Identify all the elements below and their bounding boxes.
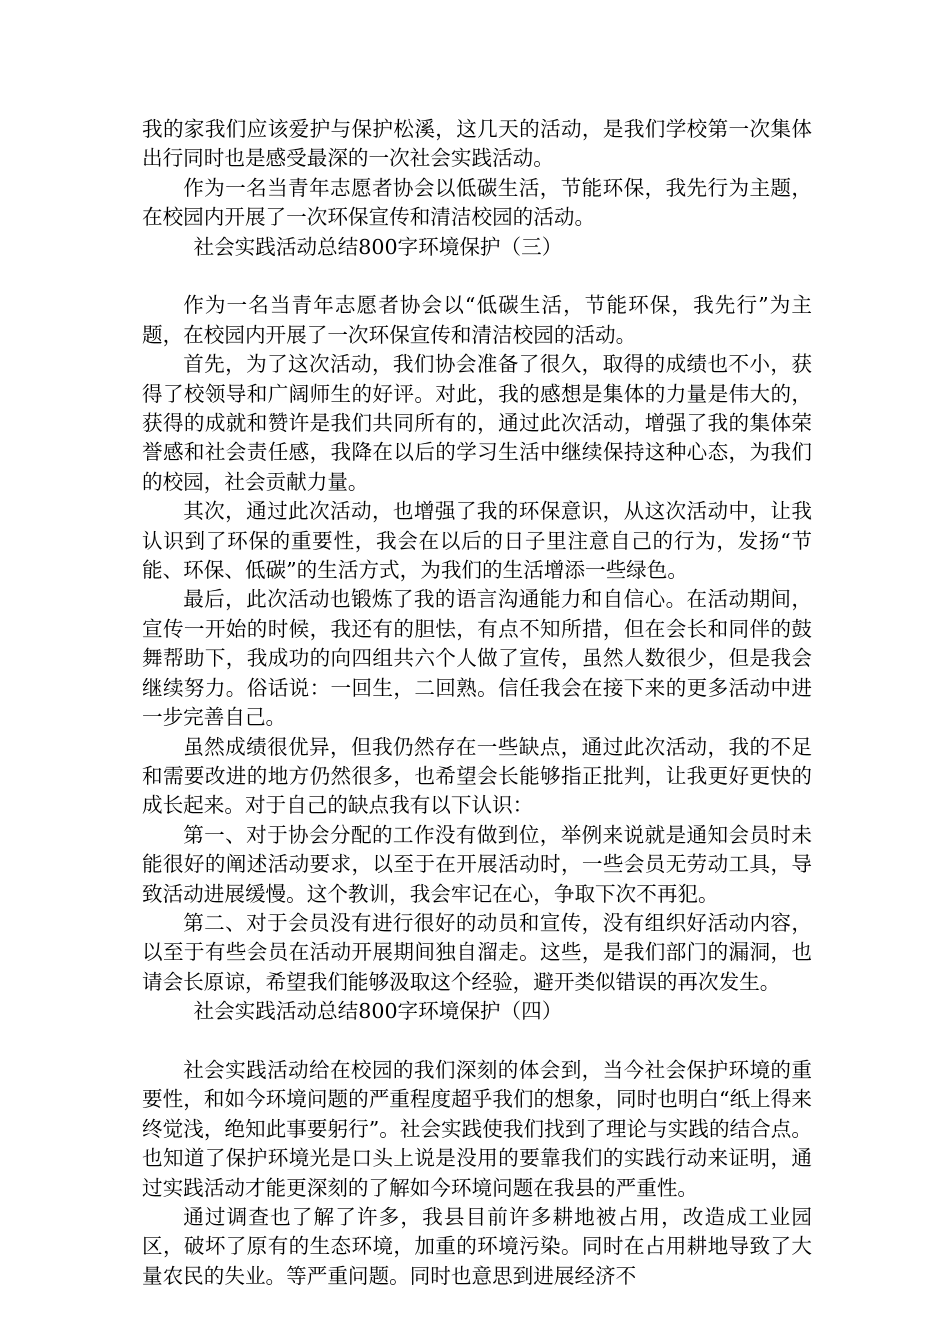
blank-line — [142, 1027, 812, 1056]
paragraph-shortcomings: 虽然成绩很优异，但我仍然存在一些缺点，通过此次活动，我的不足和需要改进的地方仍然很多，也希望会长能够指正批判，让我更好更快的成长起来。对于自己的缺点我有以下认识： — [142, 734, 812, 818]
paragraph-finally: 最后，此次活动也锻炼了我的语言沟通能力和自信心。在活动期间，宣传一开始的时候，我还有的胆怯，有点不知所措，但在会长和同伴的鼓舞帮助下，我成功的向四组共六个人做了宣传，虽然人数很少，但是我会继续努力。俗话说：一回生，二回熟。信任我会在接下来的更多活动中进一步完善自己。 — [142, 587, 812, 730]
document-body — [142, 115, 812, 1291]
paragraph-second: 其次，通过此次活动，也增强了我的环保意识，从这次活动中，让我认识到了环保的重要性，我会在以后的日子里注意自己的行为，发扬“节能、环保、低碳”的生活方式，为我们的生活增添一些绿色。 — [142, 499, 812, 583]
section-heading-four: 社会实践活动总结800字环境保护（四） — [193, 999, 563, 1024]
blank-line — [142, 262, 812, 291]
paragraph-practice-reflection: 社会实践活动给在校园的我们深刻的体会到，当今社会保护环境的重要性，和如今环境问题的严重程度超乎我们的想象，同时也明白“纸上得来终觉浅，绝知此事要躬行”。社会实践使我们找到了理论与实践的结合点。也知道了保护环境光是口头上说是没用的要靠我们的实践行动来证明，通过实践活动才能更深刻的了解如今环境问题在我县的严重性。 — [142, 1057, 812, 1200]
paragraph-intro: 我的家我们应该爱护与保护松溪，这几天的活动，是我们学校第一次集体出行同时也是感受最深的一次社会实践活动。 — [142, 117, 812, 171]
paragraph-shortcoming-one: 第一、对于协会分配的工作没有做到位，举例来说就是通知会员时未能很好的阐述活动要求，以至于在开展活动时，一些会员无劳动工具，导致活动进展缓慢。这个教训，我会牢记在心，争取下次不再犯。 — [142, 822, 812, 906]
paragraph-shortcoming-two: 第二、对于会员没有进行很好的动员和宣传，没有组织好活动内容，以至于有些会员在活动开展期间独自溜走。这些，是我们部门的漏洞，也请会长原谅，希望我们能够汲取这个经验，避开类似错误的再次发生。 — [142, 910, 812, 994]
paragraph-volunteer-theme-quoted: 作为一名当青年志愿者协会以“低碳生活，节能环保，我先行”为主题，在校园内开展了一次环保宣传和清洁校园的活动。 — [142, 293, 812, 347]
paragraph-first: 首先，为了这次活动，我们协会准备了很久，取得的成绩也不小，获得了校领导和广阔师生的好评。对此，我的感想是集体的力量是伟大的，获得的成就和赞许是我们共同所有的，通过此次活动，增强了我的集体荣誉感和社会责任感，我降在以后的学习生活中继续保持这种心态，为我们的校园，社会贡献力量。 — [142, 352, 812, 494]
section-heading-three: 社会实践活动总结800字环境保护（三） — [193, 234, 563, 259]
paragraph-volunteer-theme: 作为一名当青年志愿者协会以低碳生活，节能环保，我先行为主题，在校园内开展了一次环保宣传和清洁校园的活动。 — [142, 175, 812, 230]
paragraph-survey-findings: 通过调查也了解了许多，我县目前许多耕地被占用，改造成工业园区，破坏了原有的生态环境，加重的环境污染。同时在占用耕地导致了大量农民的失业。等严重问题。同时也意思到进展经济不 — [142, 1205, 812, 1288]
